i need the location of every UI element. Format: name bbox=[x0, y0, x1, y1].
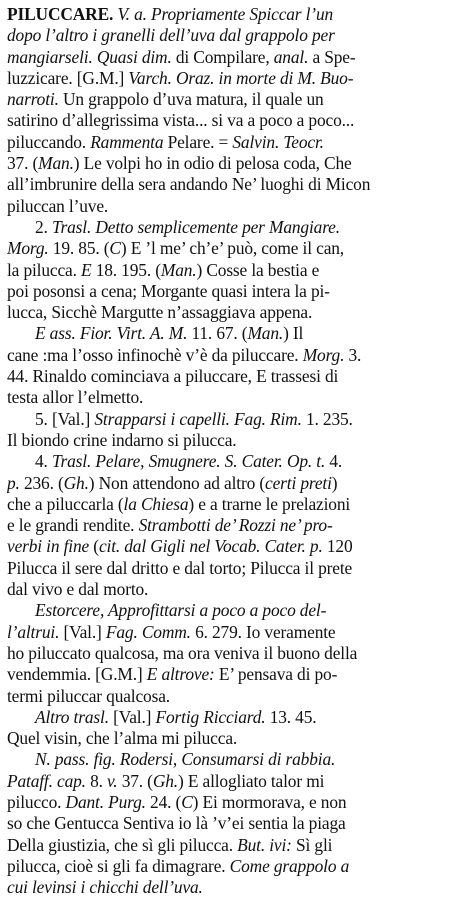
entry-line-23: p. 236. (Gh.) Non attendono ad altro (certi preti) bbox=[7, 472, 338, 493]
entry-line-35: Quel visin, che l’alma mi pilucca. bbox=[7, 728, 238, 749]
entry-line-2: dopo l’altro i granelli dell’uva dal grappolo per bbox=[7, 25, 335, 46]
sense-ass-heading: E ass. Fior. Virt. A. M. 11. 67. (Man.) Il bbox=[35, 323, 304, 344]
entry-line-38: pilucco. Dant. Purg. 24. (C) Ei mormorava, e non bbox=[7, 791, 347, 812]
entry-line-42: cui levinsi i chicchi dell’uva. bbox=[7, 877, 203, 898]
entry-line-39: so che Gentucca Sentiva io là ’v’ei sentia la piaga bbox=[7, 813, 346, 834]
entry-line-41: pilucca, cioè si gli fa dimagrare. Come grappolo a bbox=[7, 855, 350, 876]
entry-line-30: l’altrui. [Val.] Fag. Comm. 6. 279. Io veramente bbox=[7, 621, 336, 642]
sense-altro-trasl-heading: Altro trasl. [Val.] Fortig Ricciard. 13. 45. bbox=[35, 706, 317, 727]
entry-line-21: Il biondo crine indarno si pilucca. bbox=[7, 429, 237, 450]
sense-estorcere-heading: Estorcere, Approfittarsi a poco a poco del- bbox=[35, 600, 327, 621]
entry-line-5: narroti. Un grappolo d’uva matura, il quale un bbox=[7, 89, 324, 110]
entry-line-26: verbi in fine (cit. dal Gigli nel Vocab. Cater. p. 120 bbox=[7, 536, 353, 557]
entry-line-15: lucca, Sicchè Margutte n’assaggiava appena. bbox=[7, 302, 313, 323]
entry-line-17: cane :ma l’osso infinochè v’è da piluccare. Morg. 3. bbox=[7, 344, 362, 365]
entry-line-10: piluccan l’uve. bbox=[7, 195, 109, 216]
entry-line-13: la pilucca. E 18. 195. (Man.) Cosse la bestia e bbox=[7, 259, 320, 280]
entry-line-9: all’imbrunire della sera andando Ne’ luoghi di Micon bbox=[7, 174, 371, 195]
entry-line-6: satirino d’allegrissima vista... si va a poco a poco... bbox=[7, 110, 355, 131]
entry-line-25: e le grandi rendite. Strambotti de’ Rozzi ne’ pro- bbox=[7, 515, 333, 536]
entry-line-12: Morg. 19. 85. (C) E ’l me’ ch’e’ può, come il can, bbox=[7, 238, 345, 259]
entry-line-7: piluccando. Rammenta Pelare. = Salvin. Teocr. bbox=[7, 131, 324, 152]
entry-line-3: mangiarseli. Quasi dim. di Compilare, anal. a Spe- bbox=[7, 46, 356, 67]
entry-line-31: ho piluccato qualcosa, ma ora veniva il buono della bbox=[7, 642, 358, 663]
entry-line-33: termi piluccar qualcosa. bbox=[7, 685, 170, 706]
sense-4-heading: 4. Trasl. Pelare, Smugnere. S. Cater. Op. t. 4. bbox=[35, 451, 343, 472]
sense-2-heading: 2. Trasl. Detto semplicemente per Mangiare. bbox=[35, 216, 340, 237]
entry-line-4: luzzicare. [G.M.] Varch. Oraz. in morte di M. Buo- bbox=[7, 67, 354, 88]
entry-line-24: che a piluccarla (la Chiesa) e a trarne le prelazioni bbox=[7, 493, 351, 514]
entry-line-27: Pilucca il sere dal dritto e dal torto; Pilucca il prete bbox=[7, 557, 353, 578]
entry-line-18: 44. Rinaldo cominciava a piluccare, E trassesi di bbox=[7, 366, 339, 387]
entry-line-32: vendemmia. [G.M.] E altrove: E’ pensava di po- bbox=[7, 664, 338, 685]
entry-line-40: Della giustizia, che sì gli pilucca. But. ivi: Sì gli bbox=[7, 834, 333, 855]
entry-line-19: testa allor l’elmetto. bbox=[7, 387, 144, 408]
entry-line-37: Pataff. cap. 8. v. 37. (Gh.) E allogliato talor mi bbox=[7, 770, 325, 791]
entry-line-8: 37. (Man.) Le volpi ho in odio di pelosa coda, Che bbox=[7, 153, 352, 174]
entry-line-14: poi posonsi a cena; Morgante quasi intera la pi- bbox=[7, 280, 330, 301]
sense-n-pass-heading: N. pass. fig. Rodersi, Consumarsi di rabbia. bbox=[35, 749, 336, 770]
sense-3-heading: 5. [Val.] Strapparsi i capelli. Fag. Rim. 1. 235. bbox=[35, 408, 353, 429]
entry-line-1: PILUCCARE. V. a. Propriamente Spiccar l’un bbox=[7, 4, 334, 24]
entry-line-28: dal vivo e dal morto. bbox=[7, 579, 149, 600]
